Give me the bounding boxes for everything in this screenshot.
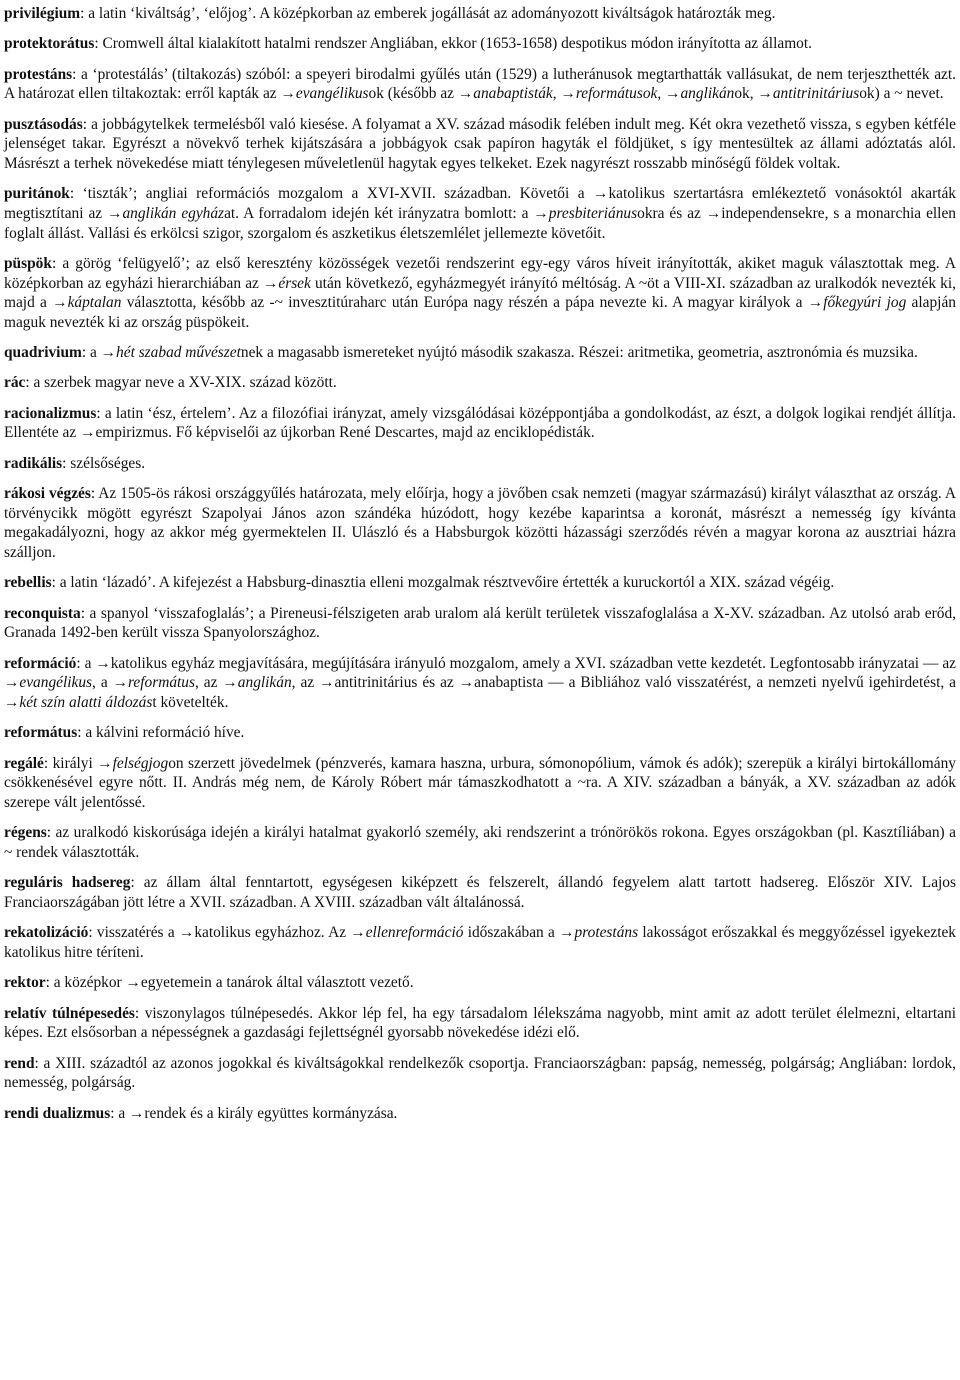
glossary-entry	[4, 115, 956, 174]
definition-text: : a szerbek magyar neve a XV-XIX. század között.	[25, 374, 337, 392]
entry-term: regálé	[4, 754, 44, 772]
cross-reference-arrow-icon: →	[4, 693, 20, 711]
glossary-entry	[4, 573, 956, 593]
definition-text: nek a magasabb ismereteket nyújtó második szakasza. Részei: aritmetika, geometria, asztronómia és muzsika.	[240, 344, 918, 362]
definition-text: ok (később az	[368, 85, 458, 103]
cross-reference-arrow-icon: →	[757, 85, 773, 103]
definition-text: antitrinitárius és az	[334, 674, 459, 692]
definition-text: at. A forradalom idején két irányzatra bomlott: a	[224, 204, 534, 222]
definition-text: rendek és a király együttes kormányzása.	[144, 1104, 398, 1122]
definition-text: lakosságot erőszakkal és meggyőzéssel igyekeztek katolikus hitre téríteni.	[4, 924, 956, 961]
definition-text: után következő, egyházmegyét irányító méltóság. A ~öt a VIII-XI. században az uralkodók nevezték ki, majd a	[4, 274, 956, 312]
definition-text: ,	[552, 85, 561, 103]
cross-reference-arrow-icon: →	[533, 204, 549, 222]
entry-term: relatív túlnépesedés	[4, 1004, 135, 1022]
definition-text: on szerzett jövedelmek (pénzverés, kamara haszna, urbura, sómonopólium, vámok és adók); szerepük a királyi birtokállomány csökkenésével egyre nőtt. II. András még nem, de Károly Róbert már támaszkodhatott a ~ra. A XIV. században a bányák, a XV. században az adók szerepe vált jelentőssé.	[4, 754, 956, 811]
glossary-entry	[4, 454, 956, 474]
cross-reference-arrow-icon: →	[262, 274, 279, 292]
definition-text: : visszatérés a	[88, 924, 179, 942]
italic-reference-text: antitrinitárius	[772, 85, 860, 103]
entry-term: rektor	[4, 974, 46, 992]
definition-text: : az állam által fenntartott, egységesen kiképzett és felszerelt, állandó fegyelem alatt tartott hadsereg. Először XIV. Lajos Franciaországában jött létre a XVII. században. A XVIII. században vált általánossá.	[4, 874, 956, 911]
definition-text: : a kálvini reformáció híve.	[77, 724, 245, 742]
glossary-entry	[4, 343, 956, 363]
glossary-entry	[4, 65, 956, 104]
italic-reference-text: presbiteriánus	[548, 204, 638, 222]
definition-text: : a görög ‘felügyelő’; az első keresztény közösségek vezetői rendszerint egy-egy város híveit irányították, akiket maguk választottak meg. A középkorban az egyházi hierarchiában az	[4, 254, 956, 292]
definition-text: : a jobbágytelkek termelésből való kiesése. A folyamat a XV. század második felében indult meg. Két okra vezethető vissza, s egyben kétféle jelenséget takar. Egyrészt a növekvő terhek kijátszására a jobbágyok csak papíron hagyták el földjüket, s így mentesültek az állami adóztatás alól. Másrészt a terhek növekedése miatt ténylegesen műveletlenül hagytak egyes telkeket. Ezek nagyrészt rosszabb minőségű földek voltak.	[4, 115, 956, 172]
definition-text: : királyi	[43, 754, 98, 772]
definition-text: ok) a ~ nevet.	[859, 85, 944, 103]
entry-term: quadrivium	[4, 344, 82, 362]
italic-reference-text: érsek	[278, 274, 311, 292]
definition-text: : a	[76, 654, 96, 672]
cross-reference-arrow-icon: →	[705, 204, 722, 222]
definition-text: independensekre, s a monarchia ellen foglalt állást. Vallási és erkölcsi szigor, szorgalom és aszketikus életszemlélet jellemezte követőit.	[4, 204, 956, 242]
entry-term: protektorátus	[4, 35, 95, 53]
entry-term: reformáció	[4, 654, 77, 672]
cross-reference-arrow-icon: →	[4, 674, 20, 692]
glossary-entry	[4, 604, 956, 643]
entry-term: rend	[4, 1054, 35, 1072]
italic-reference-text: evangélikus	[19, 674, 93, 692]
cross-reference-arrow-icon: →	[350, 924, 366, 942]
glossary-entry	[4, 754, 956, 813]
glossary-entry	[4, 373, 956, 393]
definition-text: : a XIII. századtól az azonos jogokkal és kiváltságokkal rendelkezők csoportja. Franciaországban: papság, nemesség, polgárság; Angliában: lordok, nemesség, polgárság.	[4, 1054, 956, 1092]
entry-term: puritánok	[4, 185, 70, 203]
definition-text: , az	[291, 674, 320, 692]
definition-text: empirizmus. Fő képviselői az újkorban René Descartes, majd az enciklopédisták.	[95, 424, 595, 442]
italic-reference-text: két szín alatti áldozás	[19, 693, 153, 711]
cross-reference-arrow-icon: →	[593, 185, 609, 203]
definition-text: : a spanyol ‘visszafoglalás’; a Pireneusi-félszigeten arab uralom alá került területek visszafoglalása a X-XV. században. Az utolsó arab erőd, Granada 1492-ben került vissza Spanyolországhoz.	[4, 604, 956, 642]
cross-reference-arrow-icon: →	[129, 1104, 145, 1122]
italic-reference-text: ellenreformáció	[365, 924, 464, 942]
glossary-entry	[4, 254, 956, 332]
glossary-entry	[4, 923, 956, 962]
cross-reference-arrow-icon: →	[807, 294, 824, 312]
glossary-entry	[4, 1054, 956, 1093]
italic-reference-text: református	[128, 674, 195, 692]
definition-text: katolikus szertartásra emlékeztető vonásoktól akarták megtisztítani az	[4, 185, 956, 222]
definition-text: : a latin ‘ész, értelem’. Az a filozófiai irányzat, amely vizsgálódásai középpontjába a gondolkodást, az észt, a dolgok logikai rendjét állítja. Ellentéte az	[4, 404, 956, 442]
definition-text: : a	[81, 344, 101, 362]
definition-text: : viszonylagos túlnépesedés. Akkor lép fel, ha egy társadalom lélekszáma nagyobb, mint amit az adott terület élelmezni, eltartani képes. Ezt elsősorban a népességnek a gazdasági fejlettségnél gyorsabb növekedése idézi elő.	[4, 1004, 956, 1042]
entry-term: református	[4, 724, 78, 742]
definition-text: t követelték.	[152, 693, 229, 711]
definition-text: ok,	[734, 85, 758, 103]
entry-term: pusztásodás	[4, 115, 83, 133]
entry-term: rác	[4, 374, 26, 392]
definition-text: : ‘tiszták’; angliai reformációs mozgalom a XVI-XVII. században. Követői a	[69, 185, 594, 203]
cross-reference-arrow-icon: →	[107, 204, 123, 222]
italic-reference-text: anglikán	[237, 674, 292, 692]
definition-text: : Cromwell által kialakított hatalmi rendszer Angliában, ekkor (1653-1658) despotikus módon irányította az államot.	[94, 35, 812, 53]
entry-term: protestáns	[4, 65, 73, 83]
cross-reference-arrow-icon: →	[560, 85, 576, 103]
italic-reference-text: káptalan	[67, 294, 122, 312]
definition-text: alapján maguk nevezték ki az ország püspökeit.	[4, 294, 956, 331]
cross-reference-arrow-icon: →	[100, 344, 117, 362]
definition-text: : az uralkodó kiskorúsága idején a királyi hatalmat gyakorló személy, aki rendszerint a trónörökös rokona. Egyes országokban (pl. Kasztíliában) a ~ rendek választották.	[4, 824, 956, 861]
definition-text: egyetemein a tanárok által választott vezető.	[140, 974, 414, 992]
definition-text: választotta, később az -~ invesztitúraharc után Európa nagy részén a pápa nevezte ki. A magyar királyok a	[121, 294, 808, 312]
glossary-entry	[4, 823, 956, 862]
definition-text: : a latin ‘kiváltság’, ‘előjog’. A középkorban az emberek jogállását az adományozott kiváltságok határozták meg.	[80, 5, 776, 22]
entry-term: régens	[4, 824, 47, 842]
entry-term: püspök	[4, 254, 52, 272]
definition-text: , a	[92, 674, 113, 692]
definition-text: , az	[195, 674, 223, 692]
glossary-entry	[4, 1004, 956, 1043]
italic-reference-text: evangélikus	[295, 85, 369, 103]
entry-term: racionalizmus	[4, 404, 97, 422]
italic-reference-text: anglikán	[680, 85, 735, 103]
definition-text: : a ‘protestálás’ (tiltakozás) szóból: a speyeri birodalmi gyűlés után (1529) a lutheránusok megtarthatták vallásukat, de nem terjeszthették azt. A határozat ellen tiltakoztak: erről kapták az	[4, 65, 956, 103]
definition-text: ,	[657, 85, 666, 103]
cross-reference-arrow-icon: →	[280, 85, 296, 103]
cross-reference-arrow-icon: →	[97, 754, 113, 772]
entry-term: rendi dualizmus	[4, 1104, 111, 1122]
glossary-entry	[4, 1104, 956, 1124]
definition-text: : a latin ‘lázadó’. A kifejezést a Habsburg-dinasztia elleni mozgalmak résztvevőire értették a kuruckortól a XIX. század végéig.	[51, 574, 835, 592]
italic-reference-text: hét szabad művészet	[116, 344, 241, 362]
definition-text: : szélsőséges.	[62, 454, 146, 472]
glossary-entry	[4, 34, 956, 54]
italic-reference-text: felségjog	[112, 754, 169, 772]
cross-reference-arrow-icon: →	[80, 424, 96, 442]
cross-reference-arrow-icon: →	[319, 674, 335, 692]
definition-text: időszakában a	[463, 924, 560, 942]
italic-reference-text: főkegyúri jog	[823, 294, 907, 312]
glossary-entry	[4, 973, 956, 993]
cross-reference-arrow-icon: →	[178, 924, 195, 942]
italic-reference-text: anglikán	[122, 204, 177, 222]
glossary-entry	[4, 184, 956, 243]
definition-text: okra és az	[637, 204, 706, 222]
italic-reference-text: protestáns	[574, 924, 639, 942]
glossary-entry	[4, 723, 956, 743]
definition-text: : a	[110, 1104, 130, 1122]
entry-term: reguláris hadsereg	[4, 874, 131, 892]
entry-term: rákosi végzés	[4, 485, 91, 503]
cross-reference-arrow-icon: →	[222, 674, 238, 692]
entry-term: rekatolizáció	[4, 924, 89, 942]
glossary-entry	[4, 484, 956, 562]
cross-reference-arrow-icon: →	[457, 85, 474, 103]
cross-reference-arrow-icon: →	[125, 974, 141, 992]
italic-reference-text: reformátusok	[575, 85, 658, 103]
definition-text: anabaptista — a Bibliához való visszatérést, a nemzeti nyelvű igehirdetést, a	[474, 674, 957, 692]
glossary-entry	[4, 404, 956, 443]
entry-term: privilégium	[4, 5, 81, 22]
glossary-entry	[4, 654, 956, 713]
cross-reference-arrow-icon: →	[52, 294, 68, 312]
italic-reference-text: egyház	[181, 204, 225, 222]
cross-reference-arrow-icon: →	[665, 85, 681, 103]
cross-reference-arrow-icon: →	[112, 674, 129, 692]
definition-text: : Az 1505-ös rákosi országgyűlés határozata, mely előírja, hogy a jövőben csak nemzeti (magyar származású) királyt választhat az ország. A törvénycikk mögött egyrészt Szapolyai János azon szándéka húzódott, hogy kezébe kaparintsa a koronát, másrészt a nemesség így kívánta megakadályozni, hogy az akkor még gyermektelen II. Ulászló és a Habsburgok közötti házassági szerződés révén a magyar korona az ausztriai házra szálljon.	[4, 485, 956, 562]
cross-reference-arrow-icon: →	[95, 654, 111, 672]
glossary-entry	[4, 873, 956, 912]
cross-reference-arrow-icon: →	[559, 924, 575, 942]
entry-term: radikális	[4, 454, 63, 472]
cross-reference-arrow-icon: →	[458, 674, 475, 692]
definition-text: katolikus egyház megjavítására, megújítására irányuló mozgalom, amely a XVI. században vette kezdetét. Legfontosabb irányzatai — az	[110, 654, 956, 672]
definition-text: : a középkor	[45, 974, 126, 992]
entry-term: rebellis	[4, 574, 52, 592]
glossary-entry	[4, 4, 956, 24]
italic-reference-text: anabaptisták	[473, 85, 553, 103]
definition-text: katolikus egyházhoz. Az	[194, 924, 351, 942]
entry-term: reconquista	[4, 604, 81, 622]
